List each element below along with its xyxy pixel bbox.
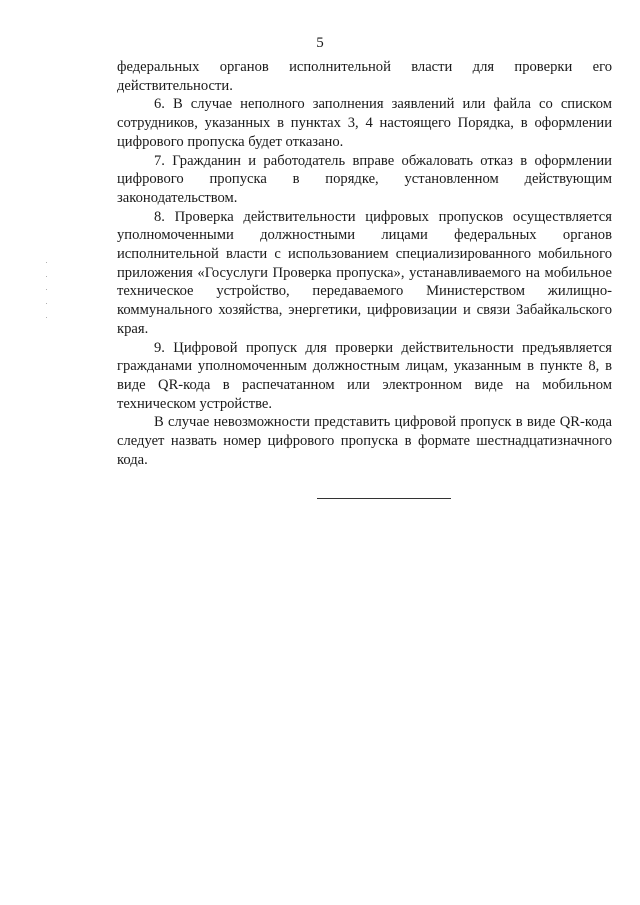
paragraph-item-7: 7. Гражданин и работодатель вправе обжаловать отказ в оформлении цифрового пропуска в порядке, установленном действующим законодательством.: [117, 152, 612, 206]
paragraph-item-9: 9. Цифровой пропуск для проверки действительности предъявляется гражданами уполномоченным должностным лицам, указанным в пункте 8, в виде QR-кода в распечатанном или электронном виде на мобильном техническом устройстве.: [117, 339, 612, 412]
paragraph-item-8: 8. Проверка действительности цифровых пропусков осуществляется уполномоченными должностными лицами федеральных органов исполнительной власти с использованием специализированного мобильного приложения «Госуслуги Проверка пропуска», устанавливаемого на мобильное техническое устройство, передаваемого Министерством жилищно-коммунального хозяйства, энергетики, цифровизации и связи Забайкальского края.: [117, 208, 612, 337]
document-body: [117, 58, 612, 469]
page-number: 5: [316, 35, 324, 51]
paragraph-qr-note: В случае невозможности представить цифровой пропуск в виде QR-кода следует назвать номер цифрового пропуска в формате шестнадцатизначного кода.: [117, 414, 612, 468]
scan-margin-specks: [46, 262, 48, 322]
paragraph-item-6: 6. В случае неполного заполнения заявлений или файла со списком сотрудников, указанных в пунктах 3, 4 настоящего Порядка, в оформлении цифрового пропуска будет отказано.: [117, 96, 612, 150]
closing-divider-line: [317, 498, 451, 499]
paragraph-continuation: федеральных органов исполнительной власти для проверки его действительности.: [117, 59, 612, 94]
